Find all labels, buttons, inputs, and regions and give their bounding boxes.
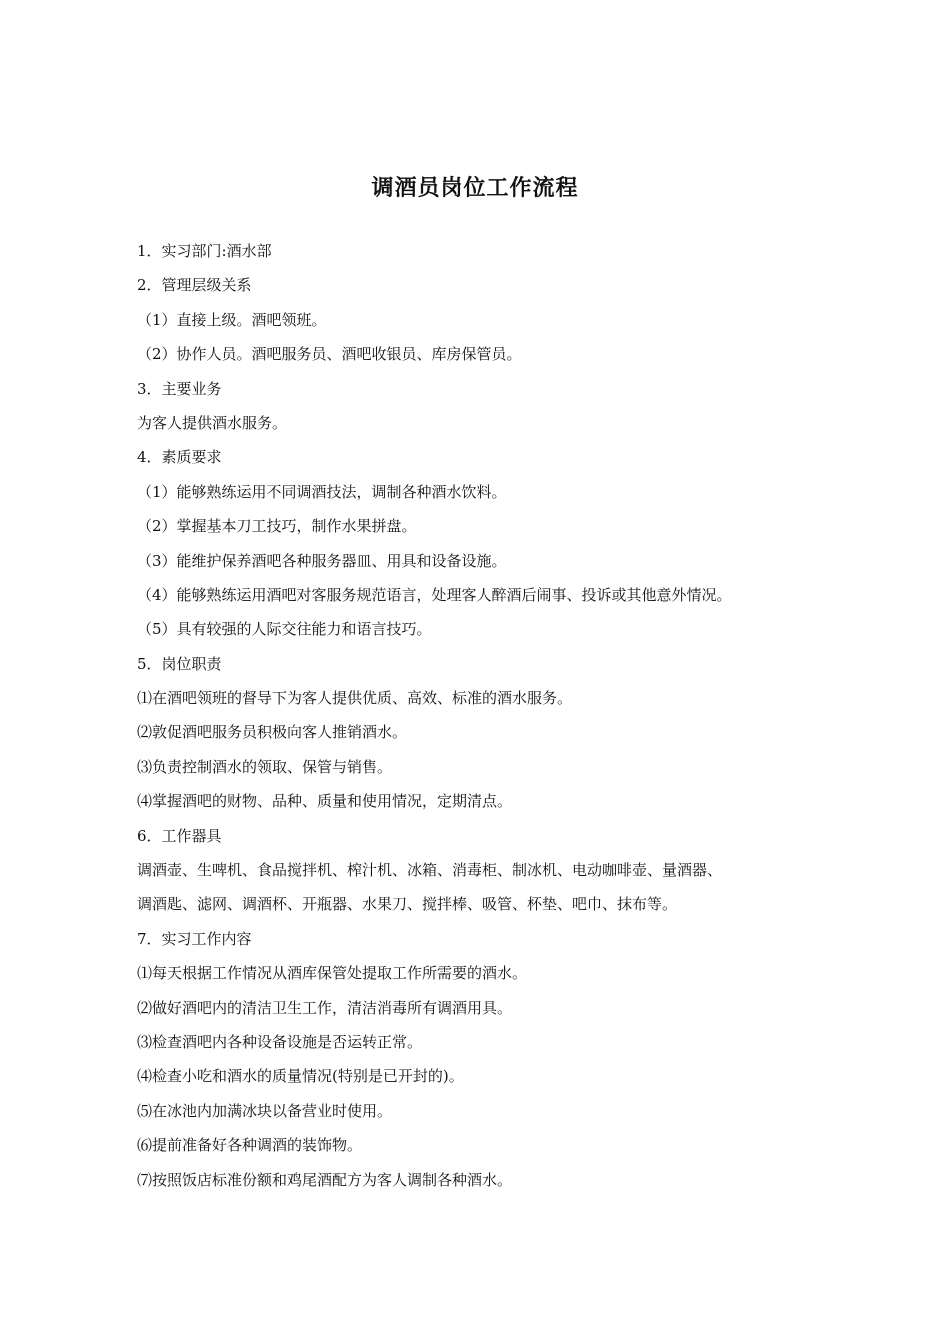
section-heading-duties: 5．岗位职责	[137, 654, 222, 673]
section-heading-requirements: 4．素质要求	[137, 448, 222, 467]
page-title: 调酒员岗位工作流程	[371, 176, 579, 201]
paragraph-line: （5）具有较强的人际交往能力和语言技巧。	[137, 620, 432, 639]
section-heading-business: 3．主要业务	[137, 379, 222, 398]
paragraph-line: 为客人提供酒水服务。	[137, 413, 288, 432]
paragraph-line: ⑶负责控制酒水的领取、保管与销售。	[137, 757, 393, 776]
paragraph-line: ⑶检查酒吧内各种设备设施是否运转正常。	[137, 1032, 423, 1051]
paragraph-line: ⑷掌握酒吧的财物、品种、质量和使用情况，定期清点。	[137, 792, 513, 811]
paragraph-line: 调酒匙、滤网、调酒杯、开瓶器、水果刀、搅拌棒、吸管、杯垫、吧巾、抹布等。	[137, 895, 678, 914]
paragraph-line: ⑺按照饭店标准份额和鸡尾酒配方为客人调制各种酒水。	[137, 1170, 513, 1189]
paragraph-line: ⑵做好酒吧内的清洁卫生工作，清洁消毒所有调酒用具。	[137, 998, 513, 1017]
paragraph-line: 调酒壶、生啤机、食品搅拌机、榨汁机、冰箱、消毒柜、制冰机、电动咖啡壶、量酒器、	[137, 861, 723, 880]
paragraph-line: （2）掌握基本刀工技巧，制作水果拼盘。	[137, 517, 417, 536]
paragraph-line: （4）能够熟练运用酒吧对客服务规范语言，处理客人醉酒后闹事、投诉或其他意外情况。	[137, 585, 732, 604]
section-heading-tools: 6．工作器具	[137, 826, 222, 845]
document-body	[137, 234, 817, 1197]
section-heading-hierarchy: 2．管理层级关系	[137, 276, 252, 295]
paragraph-line: （1）能够熟练运用不同调酒技法，调制各种酒水饮料。	[137, 482, 507, 501]
paragraph-line: ⑹提前准备好各种调酒的装饰物。	[137, 1136, 363, 1155]
paragraph-line: （2）协作人员。酒吧服务员、酒吧收银员、库房保管员。	[137, 345, 522, 364]
paragraph-line: ⑵敦促酒吧服务员积极向客人推销酒水。	[137, 723, 408, 742]
paragraph-line: （3）能维护保养酒吧各种服务器皿、用具和设备设施。	[137, 551, 507, 570]
paragraph-line: ⑸在冰池内加满冰块以备营业时使用。	[137, 1101, 393, 1120]
section-heading-department: 1．实习部门:酒水部	[137, 242, 272, 260]
section-heading-work-content: 7．实习工作内容	[137, 929, 252, 948]
paragraph-line: ⑴在酒吧领班的督导下为客人提供优质、高效、标准的酒水服务。	[137, 689, 573, 708]
paragraph-line: ⑴每天根据工作情况从酒库保管处提取工作所需要的酒水。	[137, 964, 528, 983]
paragraph-line: ⑷检查小吃和酒水的质量情况(特别是已开封的)。	[137, 1067, 464, 1086]
paragraph-line: （1）直接上级。酒吧领班。	[137, 310, 327, 329]
